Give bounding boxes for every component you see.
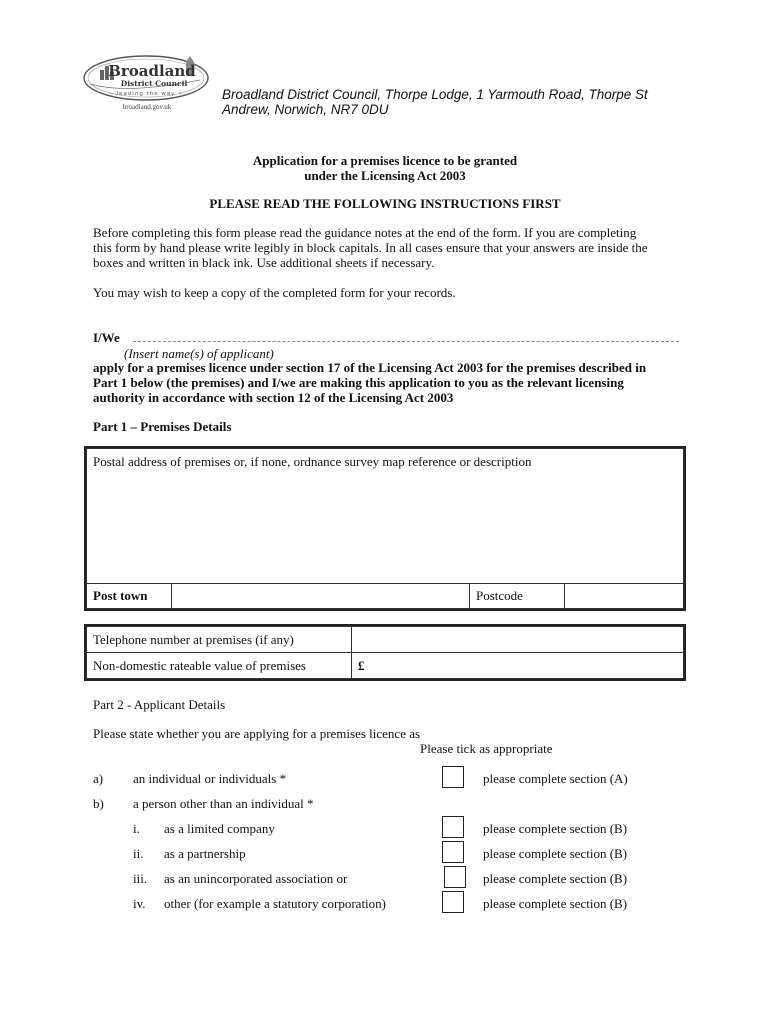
premises-contact-table bbox=[86, 626, 684, 679]
telephone-field[interactable] bbox=[352, 627, 684, 653]
rateable-value-label: Non-domestic rateable value of premises bbox=[87, 653, 352, 679]
postcode-label: Postcode bbox=[470, 584, 565, 609]
iwe-label: I/We bbox=[93, 330, 120, 345]
option-b-label: a person other than an individual * bbox=[133, 796, 314, 811]
logo-tagline: ~ leading the way ~ bbox=[108, 91, 184, 97]
option-iii-action: please complete section (B) bbox=[483, 871, 628, 886]
part1-heading: Part 1 – Premises Details bbox=[93, 419, 232, 434]
instructions-line-1: Before completing this form please read the guidance notes at the end of the form. If you are completing bbox=[93, 225, 637, 240]
instructions-line-3: boxes and written in black ink. Use additional sheets if necessary. bbox=[93, 255, 435, 270]
option-i-label: as a limited company bbox=[164, 821, 275, 836]
premises-address-table bbox=[86, 448, 684, 609]
option-iv-label: other (for example a statutory corporation) bbox=[164, 896, 386, 911]
option-a-checkbox[interactable] bbox=[442, 766, 464, 788]
tick-hint: Please tick as appropriate bbox=[420, 741, 553, 756]
option-ii-label: as a partnership bbox=[164, 846, 246, 861]
keep-copy-note: You may wish to keep a copy of the completed form for your records. bbox=[93, 285, 456, 300]
address-line-2: Andrew, Norwich, NR7 0DU bbox=[222, 102, 389, 117]
form-title bbox=[0, 153, 770, 183]
statement-line-3: authority in accordance with section 12 of the Licensing Act 2003 bbox=[93, 390, 454, 405]
option-a-action: please complete section (A) bbox=[483, 771, 628, 786]
instructions-line-2: this form by hand please write legibly in block capitals. In all cases ensure that your answers are inside the bbox=[93, 240, 648, 255]
currency-symbol: £ bbox=[358, 657, 365, 673]
option-i-action: please complete section (B) bbox=[483, 821, 628, 836]
application-statement bbox=[93, 360, 685, 405]
council-logo bbox=[82, 54, 212, 124]
option-i-checkbox[interactable] bbox=[442, 816, 464, 838]
option-iii-label: as an unincorporated association or bbox=[164, 871, 348, 886]
telephone-label: Telephone number at premises (if any) bbox=[87, 627, 352, 653]
post-town-label: Post town bbox=[87, 584, 172, 609]
statement-line-2: Part 1 below (the premises) and I/we are making this application to you as the relevant licensing bbox=[93, 375, 624, 390]
option-ii-action: please complete section (B) bbox=[483, 846, 628, 861]
option-i-marker: i. bbox=[133, 821, 140, 836]
council-address bbox=[222, 87, 648, 117]
option-iii-marker: iii. bbox=[133, 871, 148, 886]
post-town-field[interactable] bbox=[172, 584, 470, 609]
option-iii-checkbox[interactable] bbox=[444, 866, 466, 888]
applicant-name-field[interactable] bbox=[133, 341, 679, 342]
address-line-1: Broadland District Council, Thorpe Lodge, 1 Yarmouth Road, Thorpe St bbox=[222, 87, 648, 102]
option-a-label: an individual or individuals * bbox=[133, 771, 287, 786]
option-b-marker: b) bbox=[93, 796, 104, 811]
logo-url: broadland.gov.uk bbox=[122, 103, 172, 111]
part2-heading: Part 2 - Applicant Details bbox=[93, 697, 226, 712]
option-iv-checkbox[interactable] bbox=[442, 891, 464, 913]
rateable-value-field[interactable] bbox=[352, 653, 684, 679]
part2-question: Please state whether you are applying for a premises licence as bbox=[93, 726, 421, 741]
applicant-name-hint: (Insert name(s) of applicant) bbox=[124, 346, 274, 361]
statement-line-1: apply for a premises licence under section 17 of the Licensing Act 2003 for the premises described in bbox=[93, 360, 647, 375]
form-title-line-1: Application for a premises licence to be granted bbox=[252, 153, 518, 168]
postal-address-label: Postal address of premises or, if none, ordnance survey map reference or description bbox=[93, 454, 532, 469]
option-iv-action: please complete section (B) bbox=[483, 896, 628, 911]
option-iv-marker: iv. bbox=[133, 896, 146, 911]
council-logo-emblem bbox=[82, 54, 212, 104]
logo-name: Broadland bbox=[108, 62, 196, 80]
logo-sub: District Council bbox=[120, 79, 188, 88]
instructions-paragraph bbox=[93, 225, 685, 270]
postal-address-cell[interactable] bbox=[87, 449, 684, 584]
option-ii-checkbox[interactable] bbox=[442, 841, 464, 863]
applicant-name-row bbox=[93, 330, 685, 345]
option-a-marker: a) bbox=[93, 771, 104, 786]
postcode-field[interactable] bbox=[565, 584, 684, 609]
option-ii-marker: ii. bbox=[133, 846, 144, 861]
form-title-line-2: under the Licensing Act 2003 bbox=[304, 168, 466, 183]
instructions-heading: PLEASE READ THE FOLLOWING INSTRUCTIONS FIRST bbox=[209, 196, 561, 211]
